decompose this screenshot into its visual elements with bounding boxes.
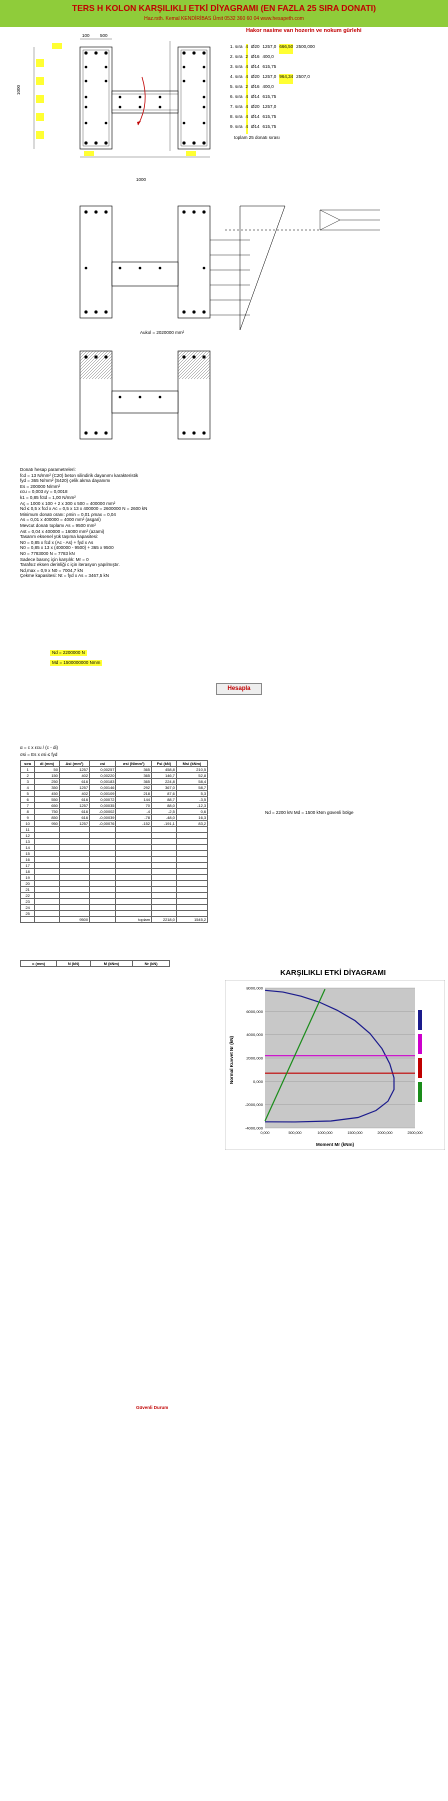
- dim-w1: 100: [82, 33, 90, 38]
- cell: 365: [116, 767, 152, 773]
- axial-area-label: Aukol = 2020000 mm²: [140, 330, 185, 335]
- y-tick-label: 4000,000: [246, 1032, 263, 1038]
- x-axis-label: Moment Mr (kNm): [316, 1142, 354, 1147]
- cell: 0,6: [176, 809, 207, 815]
- col-header: M (kNm): [90, 961, 132, 967]
- dim-left-h: 1000: [16, 84, 21, 95]
- cell: 0,00220: [90, 773, 116, 779]
- calc-line: Nd,max = 0,9 x N0 = 7004,7 kN: [20, 567, 84, 573]
- calc-line: Mevcut donatı toplamı As = 9500 mm²: [20, 522, 96, 528]
- cell: 20: [21, 881, 35, 887]
- cell: 9500: [59, 917, 89, 923]
- y-tick-label: -4000,000: [244, 1125, 263, 1131]
- rebar-count-input[interactable]: 4: [246, 64, 249, 74]
- rebar-row: 9. sıra 4 Ø14 615,75: [230, 124, 445, 134]
- rebar-count-input[interactable]: 4: [246, 44, 249, 54]
- cell: 0,00035: [90, 803, 116, 809]
- cell: 0,00257: [90, 767, 116, 773]
- md-input[interactable]: Md = 1500000000 Nmm: [52, 660, 101, 665]
- y-axis-label: Normal Kuvvet Nr (kN): [229, 1035, 234, 1085]
- cell: 650: [35, 803, 60, 809]
- cell: 23: [21, 899, 35, 905]
- cell: 4: [21, 785, 35, 791]
- calculate-button[interactable]: Hesapla: [216, 683, 262, 695]
- rebar-count-input[interactable]: 4: [246, 104, 249, 114]
- y-tick-label: -2000,000: [244, 1102, 263, 1108]
- calc-line: Es = 200000 N/mm²: [20, 483, 61, 489]
- cell: 0,00072: [90, 797, 116, 803]
- cell: 402: [59, 773, 89, 779]
- cell: 87,6: [151, 791, 176, 797]
- chart-title: KARŞILIKLI ETKİ DİYAGRAMI: [280, 968, 386, 977]
- rebar-total: toplam 25 donatı sırası: [234, 135, 280, 140]
- cell: 18: [21, 869, 35, 875]
- cell: 11: [21, 827, 35, 833]
- cell: 224,8: [151, 779, 176, 785]
- rebar-results-table: [20, 760, 208, 923]
- cell: -0,00002: [90, 809, 116, 815]
- chart-legend: [418, 1010, 446, 1102]
- check-text: Nd = 2200 kN Md = 1500 kNm güvenli bölge: [265, 810, 354, 815]
- cell: 1257: [59, 785, 89, 791]
- y-tick-label: 6000,000: [246, 1008, 263, 1014]
- cell: 1257: [59, 803, 89, 809]
- col-header: N (kN): [57, 961, 90, 967]
- calc-line: Sadece basınç için karşılık: Mr = 0: [20, 556, 89, 562]
- cell: 550: [35, 797, 60, 803]
- calc-line: N0 = 0,85 x fcd x (Ac - As) + fyd x As: [20, 539, 94, 545]
- formula-line-2: σsi = Es x εsi ≤ fyd: [20, 752, 58, 757]
- cell: -12,3: [176, 803, 207, 809]
- cell: 5,3: [176, 791, 207, 797]
- cell: 19: [21, 875, 35, 881]
- x-tick-label: 2500,000: [407, 1131, 423, 1135]
- calc-line: As = 0,01 x 400000 = 4000 mm² (asgari): [20, 517, 101, 523]
- cell: 7: [21, 803, 35, 809]
- cell: 15: [21, 851, 35, 857]
- section-drawing-2: [0, 200, 448, 340]
- cell: 25: [21, 911, 35, 917]
- cell: 17: [21, 863, 35, 869]
- legend-item: [418, 1058, 446, 1078]
- rebar-row: 6. sıra 4 Ø14 615,75: [230, 94, 445, 104]
- rebar-count-input[interactable]: 4: [246, 94, 249, 104]
- cell: 16,3: [176, 815, 207, 821]
- interaction-table: [20, 960, 170, 967]
- cell: 850: [35, 815, 60, 821]
- nd-input[interactable]: Nd = 2200000 N: [52, 650, 85, 655]
- cell: 616: [59, 797, 89, 803]
- rebar-count-input[interactable]: 4: [246, 74, 249, 84]
- calc-line: εcu = 0,003 εy = 0,0018: [20, 489, 68, 495]
- cell: 10: [21, 821, 35, 827]
- cell: 22: [21, 893, 35, 899]
- calc-line: fyd = 365 N/mm² (S420) çelik akma dayanımı: [20, 478, 111, 484]
- dim-bottom-w: 1000: [136, 177, 147, 182]
- calc-line: fcd = 13 N/mm² (C20) beton silindirik dayanımı karakteristik: [20, 472, 139, 478]
- col-header: di (mm): [35, 761, 60, 767]
- table-total-row: [21, 917, 208, 923]
- cell: 950: [35, 821, 60, 827]
- calc-line: Çekme kapasitesi: Nt = fyd x As = 3467,5 kN: [20, 573, 110, 579]
- cell: 0,00146: [90, 785, 116, 791]
- rebar-row: 2. sıra 2 Ø16 400,0: [230, 54, 445, 64]
- cell: 14: [21, 845, 35, 851]
- cell: 458,8: [151, 767, 176, 773]
- calc-line: Donatı hesap parametreleri:: [20, 467, 76, 472]
- interaction-chart: [225, 980, 445, 1150]
- cell: 58,4: [176, 779, 207, 785]
- calc-line: Tarafsız eksen derinliği c için iterasyon yapılmıştır.: [20, 562, 120, 568]
- cell: 616: [59, 809, 89, 815]
- cell: 144: [116, 797, 152, 803]
- rebar-count-input[interactable]: 2: [246, 54, 249, 64]
- section-drawing-3: [0, 345, 448, 445]
- x-tick-label: 2000,000: [377, 1131, 393, 1135]
- rebar-row: 4. sıra 4 Ø20 1257,0 964,34 2507,0: [230, 74, 445, 84]
- cell: [35, 917, 60, 923]
- table-header-row: [21, 961, 170, 967]
- cell: -4: [116, 809, 152, 815]
- cell: -0,00039: [90, 815, 116, 821]
- header-banner: [0, 0, 448, 27]
- calc-line: Minimum donatı oranı: ρmin = 0,01 ρmax = 0,04: [20, 511, 116, 517]
- cell: 83,2: [176, 821, 207, 827]
- cell: 3: [21, 779, 35, 785]
- rebar-row: 5. sıra 2 Ø16 400,0: [230, 84, 445, 94]
- x-tick-label: 1000,000: [317, 1131, 333, 1135]
- cell: 13: [21, 839, 35, 845]
- cell: 1257: [59, 821, 89, 827]
- legend-item: [418, 1034, 446, 1054]
- col-header: Fsi (kN): [151, 761, 176, 767]
- cell: 616: [59, 815, 89, 821]
- calc-line: Ast = 0,04 x 400000 = 16000 mm² (azami): [20, 528, 105, 534]
- cell: 365: [116, 779, 152, 785]
- dim-w2: 500: [100, 33, 108, 38]
- top-note: Hakor nasime varı hozerin ve nokum gürlehi: [246, 28, 362, 34]
- cell: 1: [21, 767, 35, 773]
- cell: 24: [21, 905, 35, 911]
- rebar-row: 1. sıra 4 Ø20 1257,0 666,50 2500,000: [230, 44, 445, 54]
- cell: -3,5: [176, 797, 207, 803]
- rebar-row: 3. sıra 4 Ø14 615,75: [230, 64, 445, 74]
- x-tick-label: 500,000: [288, 1131, 302, 1135]
- col-header: c (mm): [21, 961, 57, 967]
- cell: 9: [21, 815, 35, 821]
- col-header: sıra: [21, 761, 35, 767]
- cell: -191,1: [151, 821, 176, 827]
- y-tick-label: 2000,000: [246, 1055, 263, 1061]
- cell: 52,8: [176, 773, 207, 779]
- cell: 8: [21, 809, 35, 815]
- cell: 50: [35, 767, 60, 773]
- cell: 365: [116, 773, 152, 779]
- cell: 292: [116, 785, 152, 791]
- cell: toplam: [116, 917, 152, 923]
- cell: 150: [35, 773, 60, 779]
- cell: -78: [116, 815, 152, 821]
- cell: -2,5: [151, 809, 176, 815]
- cell: 70: [116, 803, 152, 809]
- y-tick-label: 8000,000: [246, 985, 263, 991]
- cell: 12: [21, 833, 35, 839]
- y-tick-label: 0,000: [252, 1078, 263, 1084]
- cell: 88,7: [151, 797, 176, 803]
- rebar-row: 7. sıra 4 Ø20 1257,0: [230, 104, 445, 114]
- rebar-count-input[interactable]: 2: [246, 84, 249, 94]
- col-header: Nr (kN): [133, 961, 170, 967]
- calc-line: N0 = 7783000 N = 7783 kN: [20, 550, 75, 556]
- cell: -0,00076: [90, 821, 116, 827]
- cell: 21: [21, 887, 35, 893]
- cell: -48,0: [151, 815, 176, 821]
- cell: 402: [59, 791, 89, 797]
- col-header: εsi: [90, 761, 116, 767]
- col-header: Msi (kNm): [176, 761, 207, 767]
- cell: 350: [35, 785, 60, 791]
- cell: [21, 917, 35, 923]
- calc-line: Aç = 1000 x 100 + 2 x 300 x 500 = 400000 mm²: [20, 500, 116, 506]
- cell: 210,5: [176, 767, 207, 773]
- page-subtitle: Haz.rsth. Kemal KENDİRİBAS Ümit 0532 360 60 04 www.hesapeth.com: [144, 16, 304, 22]
- legend-item: [418, 1010, 446, 1030]
- cell: 218: [116, 791, 152, 797]
- cell: [90, 917, 116, 923]
- cell: 88,0: [151, 803, 176, 809]
- cell: 1545,2: [176, 917, 207, 923]
- rebar-row: 8. sıra 4 Ø14 615,75: [230, 114, 445, 124]
- x-tick-label: 0,000: [260, 1131, 270, 1135]
- cell: -152: [116, 821, 152, 827]
- cell: 146,7: [151, 773, 176, 779]
- cell: 250: [35, 779, 60, 785]
- cell: 58,7: [176, 785, 207, 791]
- cell: 0,00183: [90, 779, 116, 785]
- rebar-count-input[interactable]: 4: [246, 124, 249, 134]
- rebar-count-input[interactable]: 4: [246, 114, 249, 124]
- x-tick-label: 1500,000: [347, 1131, 363, 1135]
- calc-line: N0 = 0,85 x 13 x (400000 - 9500) + 365 x 9500: [20, 545, 114, 551]
- cell: 2218,0: [151, 917, 176, 923]
- cell: 750: [35, 809, 60, 815]
- page-title: TERS H KOLON KARŞILIKLI ETKİ DİYAGRAMI (EN FAZLA 25 SIRA DONATI): [72, 3, 376, 13]
- col-header: σsi (N/mm²): [116, 761, 152, 767]
- formula-line-1: α = c x εcu / (c - di): [20, 745, 58, 750]
- cell: 367,0: [151, 785, 176, 791]
- rebar-list: [230, 44, 445, 141]
- calc-text-block: [20, 467, 440, 579]
- cell: 1257: [59, 767, 89, 773]
- cell: 450: [35, 791, 60, 797]
- calc-line: Nd ≤ 0,5 x fcd x Ac = 0,5 x 13 x 400000 = 2600000 N = 2600 kN: [20, 506, 148, 512]
- col-header: Asi (mm²): [59, 761, 89, 767]
- cell: 2: [21, 773, 35, 779]
- legend-item: [418, 1082, 446, 1102]
- cell: 16: [21, 857, 35, 863]
- status-note: Güvenli Durum: [136, 1405, 169, 1410]
- calc-line: Tasarım eksenel yük taşıma kapasitesi:: [20, 534, 99, 540]
- cell: 616: [59, 779, 89, 785]
- cell: 5: [21, 791, 35, 797]
- cell: 6: [21, 797, 35, 803]
- cell: 0,00109: [90, 791, 116, 797]
- calc-line: k1 = 0,85 fctd = 1,00 N/mm²: [20, 494, 76, 500]
